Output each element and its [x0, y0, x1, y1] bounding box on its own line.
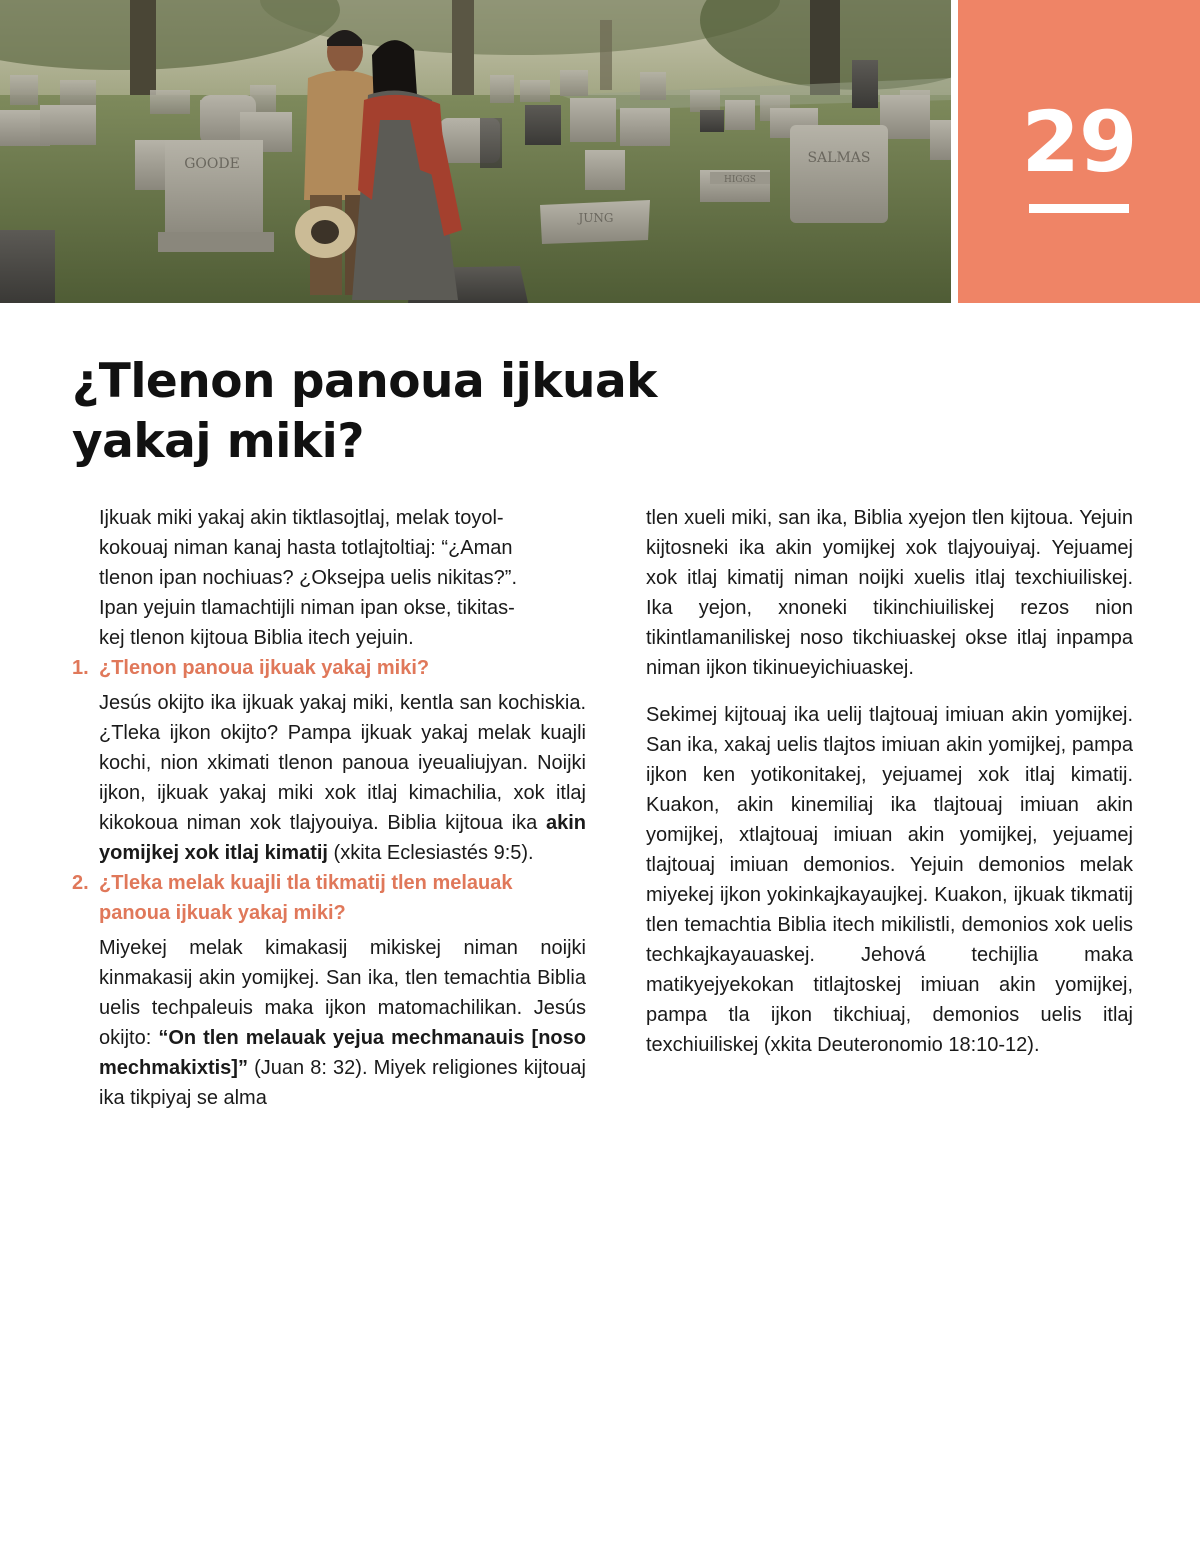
lesson-number-underline [1029, 204, 1129, 213]
scripture-reference: (Juan 8: 32). Miyek religiones kijtouaj ika tikpiyaj se alma [99, 1057, 586, 1109]
left-column [72, 503, 586, 1113]
intro-line: kokouaj niman kanaj hasta totlajtoltiaj: “¿Aman [99, 537, 513, 559]
answer-emphasis: akin yomijkej xok itlaj kimatij [99, 812, 586, 864]
answer-paragraph-2 [72, 933, 586, 1113]
question-heading-1 [72, 653, 586, 683]
intro-line: Ijkuak miki yakaj akin tiktlasojtlaj, melak toyol- [99, 507, 504, 529]
lesson-number: 29 [1021, 93, 1137, 191]
question-text: ¿Tleka melak kuajli tla tikmatij tlen melauak [99, 872, 513, 894]
headstone-name: JUNG [578, 211, 614, 225]
right-column [646, 503, 1133, 1060]
intro-line: Ipan yejuin tlamachtijli niman ipan okse, tikitas- [99, 597, 515, 619]
question-heading-2 [72, 868, 586, 928]
intro-line: kej tlenon kijtoua Biblia itech yejuin. [99, 627, 414, 649]
answer-text: Jesús okijto ika ijkuak yakaj miki, kentla san kochiskia. ¿Tleka ijkon okijto? Pampa ijkuak yakaj melak kuajli kochi, nion xkimati tlenon panoua iyeualiujyan. Noijki ijkon, ijkuak yakaj miki xok itlaj kimachilia, xok itlaj kikokoua niman xok tlajyouiya. Biblia kijtoua ika [99, 692, 586, 834]
headstone-name: GOODE [184, 156, 240, 172]
lesson-number-block [958, 0, 1200, 303]
scripture-reference: (xkita Eclesiastés 9:5). [327, 842, 534, 864]
headstone-name: HIGGS [724, 175, 756, 185]
continued-paragraph: tlen xueli miki, san ika, Biblia xyejon tlen kijtoua. Yejuin kijtosneki ika akin yomijkej xok tlajyouiyaj. Yejuamej xok itlaj kimatij niman noijki xuelis itlaj texchiuiliskej. Ika yejon, xnoneki tikinchiuiliskej rezos nion tikintlamaniliskej noso tikchiuaskej okse itlaj inpampa niman ijkon tikinueyichiuaskej. [646, 507, 1133, 679]
question-number: 2. [72, 872, 89, 894]
header-photo [0, 0, 951, 303]
question-number: 1. [72, 657, 89, 679]
question-text: panoua ijkuak yakaj miki? [99, 902, 346, 924]
answer-paragraph-1 [72, 688, 586, 868]
intro-paragraph [72, 503, 586, 653]
page-title: ¿Tlenon panoua ijkuak yakaj miki? [72, 354, 657, 469]
intro-line: tlenon ipan nochiuas? ¿Oksejpa uelis nikitas?”. [99, 567, 518, 589]
answer-text: Miyekej melak kimakasij mikiskej niman noijki kinmakasij akin yomijkej. San ika, tlen temachtia Biblia uelis techpaleuis maka ijkon matomachilikan. Jesús okijto: [99, 937, 586, 1049]
paragraph: Sekimej kijtouaj ika uelij tlajtouaj imiuan akin yomijkej. San ika, xakaj uelis tlajtos imiuan akin yomijkej, pampa ijkon ken yotikonitakej, yejuamej xok itlaj kimatij. Kuakon, akin kinemiliaj ika tlajtouaj imiuan akin yomijkej, xtlajtouaj imiuan akin yomijkej, yejuamej tlajtouaj imiuan demonios. Yejuin demonios melak miyekej ijkon yokinkajkayaujkej. Kuakon, ijkuak tikmatij tlen temachtia Biblia itech mikilistli, demonios xok uelis techkajkayauaskej. Jehová techijlia maka matikyejyekokan titlajtoskej imiuan akin yomijkej, pampa tla ijkon tikchiuaj, demonios uelis itlaj texchiuiliskej (xkita Deuteronomio 18:10-12). [646, 704, 1133, 1056]
question-text: ¿Tlenon panoua ijkuak yakaj miki? [99, 657, 430, 679]
answer-emphasis: “On tlen melauak yejua mechmanauis [noso mechmakixtis]” [99, 1027, 586, 1079]
cemetery-illustration [0, 0, 951, 303]
headstone-name: SALMAS [807, 150, 871, 166]
